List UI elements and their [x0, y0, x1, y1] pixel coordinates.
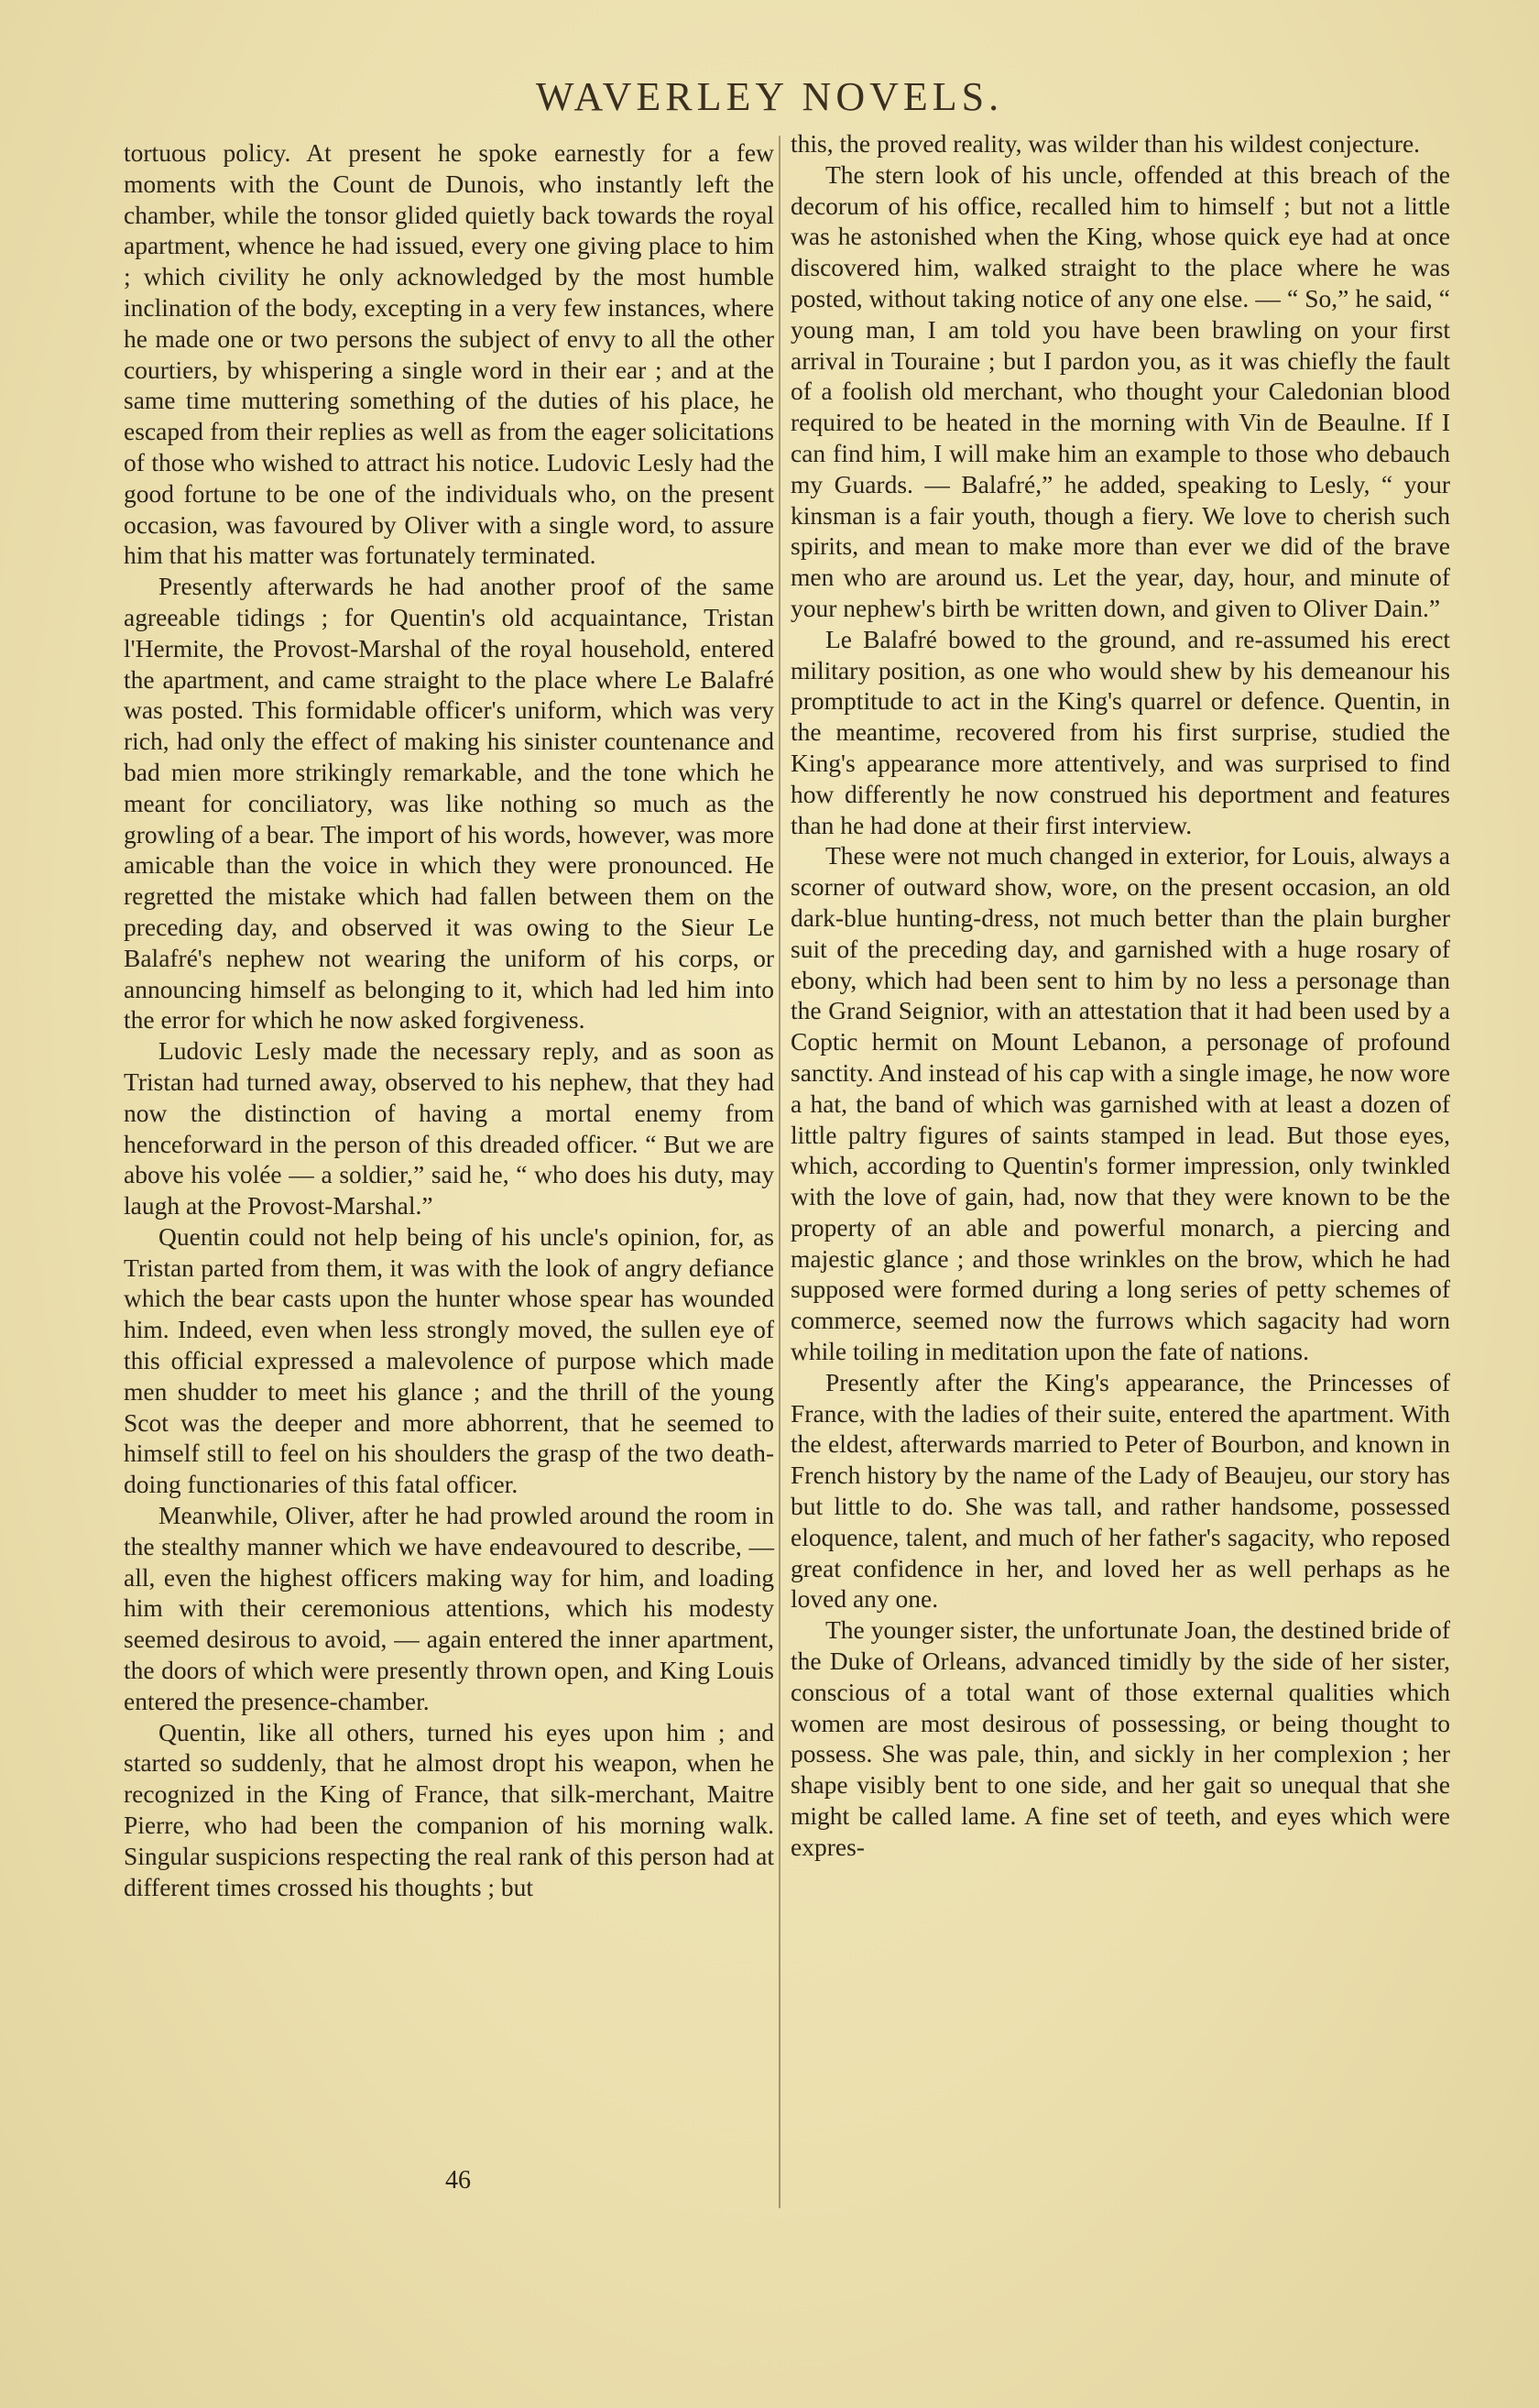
column-divider — [779, 136, 780, 2208]
paragraph: Presently afterwards he had another proof of the same agreeable tidings ; for Quentin's old acquaintance, Tristan l'Hermite, the Provost-Marshal of the royal household, entered the apartment, and came straight to the place where Le Balafré was posted. This formidable officer's uniform, which was very rich, had only the effect of making his sinister countenance and bad mien more strikingly remarkable, and the tone which he meant for conciliatory, was like nothing so much as the growling of a bear. The import of his words, however, was more amicable than the voice in which they were pronounced. He regretted the mistake which had fallen between them on the preceding day, and observed it was owing to the Sieur Le Balafré's nephew not wearing the uniform of his corps, or announcing himself as belonging to it, which had led him into the error for which he now asked forgiveness. — [124, 572, 774, 1034]
paragraph: The stern look of his uncle, offended at this breach of the decorum of his office, recalled him to himself ; but not a little was he astonished when the King, whose quick eye had at once discovered him, walked straight to the place where he was posted, without taking notice of any one else. — “ So,” he said, “ young man, I am told you have been brawling on your first arrival in Touraine ; but I pardon you, as it was chiefly the fault of a foolish old merchant, who thought your Caledonian blood required to be heated in the morning with Vin de Beaulne. If I can find him, I will make him an example to those who debauch my Guards. — Balafré,” he added, speaking to Lesly, “ your kinsman is a fair youth, though a fiery. We love to cherish such spirits, and mean to make more than ever we did of the brave men who are around us. Let the year, day, hour, and minute of your nephew's birth be written down, and given to Oliver Dain.” — [791, 159, 1450, 622]
paragraph: Quentin could not help being of his uncle's opinion, for, as Tristan parted from them, it was with the look of angry defiance which the bear casts upon the hunter whose spear has wounded him. Indeed, even when less strongly moved, the sullen eye of this official expressed a malevolence of purpose which made men shudder to meet his glance ; and the thrill of the young Scot was the deeper and more abhorrent, that he seemed to himself still to feel on his shoulders the grasp of the two death-doing functionaries of this fatal officer. — [124, 1221, 774, 1499]
paragraph: Le Balafré bowed to the ground, and re-assumed his erect military position, as one who would shew by his demeanour his promptitude to act in the King's quarrel or defence. Quentin, in the meantime, recovered from his first surprise, studied the King's appearance more attentively, and was surprised to find how differently he now construed his deportment and features than he had done at their first interview. — [791, 624, 1450, 839]
left-column — [124, 137, 774, 1902]
right-column — [791, 128, 1450, 1863]
page-number: 46 — [445, 2166, 471, 2195]
paragraph: The younger sister, the unfortunate Joan, the destined bride of the Duke of Orleans, advanced timidly by the side of her sister, conscious of a total want of those external qualities which women are most desirous of possessing, or being thought to possess. She was pale, thin, and sickly in her complexion ; her shape visibly bent to one side, and her gait so unequal that she might be called lame. A fine set of teeth, and eyes which were expres- — [791, 1615, 1450, 1861]
paragraph: tortuous policy. At present he spoke earnestly for a few moments with the Count de Dunois, who instantly left the chamber, while the tonsor glided quietly back towards the royal apartment, whence he had issued, every one giving place to him ; which civility he only acknowledged by the most humble inclination of the body, excepting in a very few instances, where he made one or two persons the subject of envy to all the other courtiers, by whispering a single word in their ear ; and at the same time muttering something of the duties of his place, he escaped from their replies as well as from the eager solicitations of those who wished to attract his notice. Ludovic Lesly had the good fortune to be one of the individuals who, on the present occasion, was favoured by Oliver with a single word, to assure him that his matter was fortunately terminated. — [124, 138, 774, 570]
paragraph: Presently after the King's appearance, the Princesses of France, with the ladies of their suite, entered the apartment. With the eldest, afterwards married to Peter of Bourbon, and known in French history by the name of the Lady of Beaujeu, our story has but little to do. She was tall, and rather handsome, possessed eloquence, talent, and much of her father's sagacity, who reposed great confidence in her, and loved her as well perhaps as he loved any one. — [791, 1367, 1450, 1614]
paragraph: These were not much changed in exterior, for Louis, always a scorner of outward show, wore, on the present occasion, an old dark-blue hunting-dress, not much better than the plain burgher suit of the preceding day, and garnished with a huge rosary of ebony, which had been sent to him by no less a personage than the Grand Seignior, with an attestation that it had been used by a Coptic hermit on Mount Lebanon, a personage of profound sanctity. And instead of his cap with a single image, he now wore a hat, the band of which was garnished with at least a dozen of little paltry figures of saints stamped in lead. But those eyes, which, according to Quentin's former impression, only twinkled with the love of gain, had, now that they were known to be the property of an able and powerful monarch, a piercing and majestic glance ; and those wrinkles on the brow, which he had supposed were formed during a long series of petty schemes of commerce, seemed now the furrows which sagacity had worn while toiling in meditation upon the fate of nations. — [791, 841, 1450, 1366]
paragraph: this, the proved reality, was wilder than his wildest conjecture. — [791, 129, 1421, 158]
paragraph: Quentin, like all others, turned his eyes upon him ; and started so suddenly, that he almost dropt his weapon, when he recognized in the King of France, that silk-merchant, Maitre Pierre, who had been the companion of his morning walk. Singular suspicions respecting the real rank of this person had at different times crossed his thoughts ; but — [124, 1717, 774, 1901]
running-title: WAVERLEY NOVELS. — [535, 74, 1004, 119]
paragraph: Meanwhile, Oliver, after he had prowled around the room in the stealthy manner which we have endeavoured to describe, — all, even the highest officers making way for him, and loading him with their ceremonious attentions, which his modesty seemed desirous to avoid, — again entered the inner apartment, the doors of which were presently thrown open, and King Louis entered the presence-chamber. — [124, 1501, 774, 1715]
paragraph: Ludovic Lesly made the necessary reply, and as soon as Tristan had turned away, observed to his nephew, that they had now the distinction of having a mortal enemy from henceforward in the person of this dreaded officer. “ But we are above his volée — a soldier,” said he, “ who does his duty, may laugh at the Provost-Marshal.” — [124, 1036, 774, 1220]
